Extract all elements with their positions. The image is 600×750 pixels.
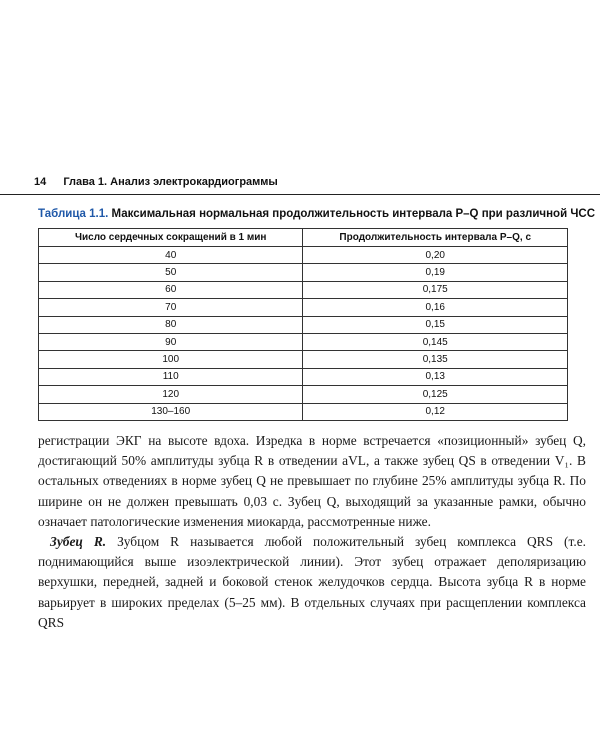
pq-duration-cell: 0,15	[303, 316, 568, 333]
table-title: Максимальная нормальная продолжительность интервала P–Q при различной ЧСС	[111, 208, 596, 220]
table-row	[39, 368, 568, 385]
heart-rate-cell: 90	[39, 333, 303, 350]
heart-rate-cell: 130–160	[39, 403, 303, 420]
table-label: Таблица 1.1.	[38, 208, 109, 220]
table-row	[39, 264, 568, 281]
pq-duration-cell: 0,19	[303, 264, 568, 281]
heart-rate-cell: 100	[39, 351, 303, 368]
header-rule	[0, 194, 600, 195]
heart-rate-cell: 110	[39, 368, 303, 385]
paragraph-q-wave: регистрации ЭКГ на высоте вдоха. Изредка в норме встречается «позиционный» зубец Q, достигающий 50% амплитуды зубца R в отведении aVL, а также зубец QS в отведении V₁. В остальных отведениях в норме зубец Q не превышает по глубине 25% амплитуды зубца R. По ширине он не должен превышать 0,03 с. Зубец Q, выходящий за указанные рамки, обычно означает патологические изменения миокарда, рассмотренные ниже.	[38, 433, 586, 529]
table-row	[39, 281, 568, 298]
pq-duration-cell: 0,16	[303, 299, 568, 316]
heart-rate-cell: 60	[39, 281, 303, 298]
heart-rate-cell: 70	[39, 299, 303, 316]
heart-rate-cell: 80	[39, 316, 303, 333]
pq-interval-table	[38, 228, 568, 421]
paragraph-r-wave	[38, 532, 586, 633]
table-header-row	[39, 229, 568, 247]
table-caption	[38, 208, 598, 220]
table-row	[39, 299, 568, 316]
paragraph-lead-heading: Зубец R.	[50, 534, 107, 550]
pq-duration-cell: 0,145	[303, 333, 568, 350]
chapter-title: Глава 1. Анализ электрокардиограммы	[63, 176, 278, 188]
page-number: 14	[34, 176, 47, 188]
table-row	[39, 386, 568, 403]
column-header-heart-rate: Число сердечных сокращений в 1 мин	[39, 229, 303, 247]
heart-rate-cell: 40	[39, 247, 303, 264]
pq-duration-cell: 0,175	[303, 281, 568, 298]
table-row	[39, 316, 568, 333]
pq-duration-cell: 0,12	[303, 403, 568, 420]
page-header	[34, 176, 582, 188]
table-row	[39, 351, 568, 368]
heart-rate-cell: 50	[39, 264, 303, 281]
table-row	[39, 247, 568, 264]
pq-duration-cell: 0,135	[303, 351, 568, 368]
pq-duration-cell: 0,13	[303, 368, 568, 385]
column-header-pq-duration: Продолжительность интервала P–Q, с	[303, 229, 568, 247]
table-row	[39, 403, 568, 420]
paragraph-r-wave-text: Зубцом R называется любой положительный зубец комплекса QRS (т.е. поднимающийся выше изоэлектрической линии). Этот зубец отражает деполяризацию верхушки, передней, задней и боковой стенок желудочков сердца. Высота зубца R в норме варьирует в широких пределах (5–25 мм). В отдельных случаях при расщеплении комплекса QRS	[38, 534, 586, 630]
pq-duration-cell: 0,20	[303, 247, 568, 264]
body-text	[38, 431, 586, 633]
pq-duration-cell: 0,125	[303, 386, 568, 403]
table-row	[39, 333, 568, 350]
heart-rate-cell: 120	[39, 386, 303, 403]
